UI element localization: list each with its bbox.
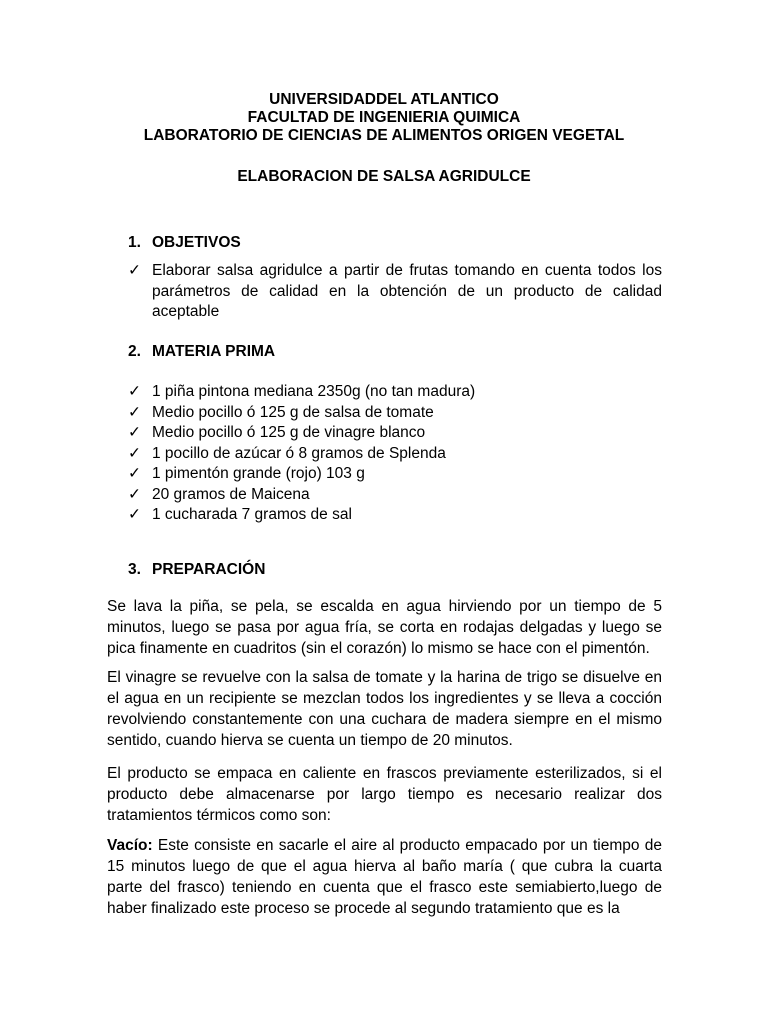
faculty-name: FACULTAD DE INGENIERIA QUIMICA <box>247 109 521 126</box>
section-title: OBJETIVOS <box>152 234 241 251</box>
section-number: 1. <box>128 234 141 251</box>
objetivos-list <box>128 261 662 323</box>
ingredient-text: 1 piña pintona mediana 2350g (no tan madura) <box>152 383 476 400</box>
ingredient-text: 1 cucharada 7 gramos de sal <box>152 506 352 523</box>
university-name: UNIVERSIDADDEL ATLANTICO <box>269 91 499 108</box>
list-item <box>128 403 662 424</box>
list-item <box>128 505 662 526</box>
section-number: 3. <box>128 561 141 578</box>
list-item <box>128 464 662 485</box>
section-materia-prima-heading <box>128 342 275 362</box>
checkmark-icon: ✓ <box>128 485 141 503</box>
vacio-paragraph <box>107 835 662 919</box>
materia-prima-list <box>128 382 662 526</box>
section-preparacion-heading <box>128 560 265 580</box>
vacio-label: Vacío: <box>107 837 153 854</box>
checkmark-icon: ✓ <box>128 424 141 441</box>
document-header <box>0 91 768 145</box>
preparacion-paragraph-2: El vinagre se revuelve con la salsa de tomate y la harina de trigo se disuelve en el agua en un recipiente se mezclan todos los ingredientes y se lleva a cocción revolviendo constantemente con una cuchara de madera siempre en el mismo sentido, cuando hierva se cuenta un tiempo de 20 minutos. <box>107 669 662 749</box>
checkmark-icon: ✓ <box>128 444 141 462</box>
document-title: ELABORACION DE SALSA AGRIDULCE <box>237 168 531 185</box>
preparacion-paragraph-1: Se lava la piña, se pela, se escalda en agua hirviendo por un tiempo de 5 minutos, luego se pasa por agua fría, se corta en rodajas delgadas y luego se pica finamente en cuadritos (sin el corazón) lo mismo se hace con el pimentón. <box>107 598 662 657</box>
section-number: 2. <box>128 343 141 360</box>
section-objetivos-heading <box>128 233 241 253</box>
ingredient-text: 20 gramos de Maicena <box>152 485 310 503</box>
list-item <box>128 485 662 506</box>
objetivo-text: Elaborar salsa agridulce a partir de frutas tomando en cuenta todos los parámetros de calidad en la obtención de un producto de calidad aceptable <box>152 262 662 320</box>
ingredient-text: Medio pocillo ó 125 g de vinagre blanco <box>152 424 426 441</box>
list-item <box>128 261 662 323</box>
list-item <box>128 382 662 403</box>
section-title: PREPARACIÓN <box>152 561 266 578</box>
checkmark-icon: ✓ <box>128 465 141 482</box>
vacio-text: Este consiste en sacarle el aire al producto empacado por un tiempo de 15 minutos luego de que el agua hierva al baño maría ( que cubra la cuarta parte del frasco) teniendo en cuenta que el frasco este semiabierto,luego de haber finalizado este proceso se procede al segundo tratamiento que es la <box>107 837 662 917</box>
laboratory-name: LABORATORIO DE CIENCIAS DE ALIMENTOS ORIGEN VEGETAL <box>143 127 625 144</box>
checkmark-icon: ✓ <box>128 262 141 279</box>
checkmark-icon: ✓ <box>128 506 141 523</box>
checkmark-icon: ✓ <box>128 383 141 400</box>
ingredient-text: 1 pocillo de azúcar ó 8 gramos de Splenda <box>152 444 446 462</box>
section-title: MATERIA PRIMA <box>152 343 276 360</box>
ingredient-text: 1 pimentón grande (rojo) 103 g <box>152 465 365 482</box>
ingredient-text: Medio pocillo ó 125 g de salsa de tomate <box>152 403 434 421</box>
preparacion-paragraph-3: El producto se empaca en caliente en frascos previamente esterilizados, si el producto debe almacenarse por largo tiempo es necesario realizar dos tratamientos térmicos como son: <box>107 765 662 824</box>
list-item <box>128 423 662 444</box>
list-item <box>128 444 662 465</box>
checkmark-icon: ✓ <box>128 403 141 421</box>
